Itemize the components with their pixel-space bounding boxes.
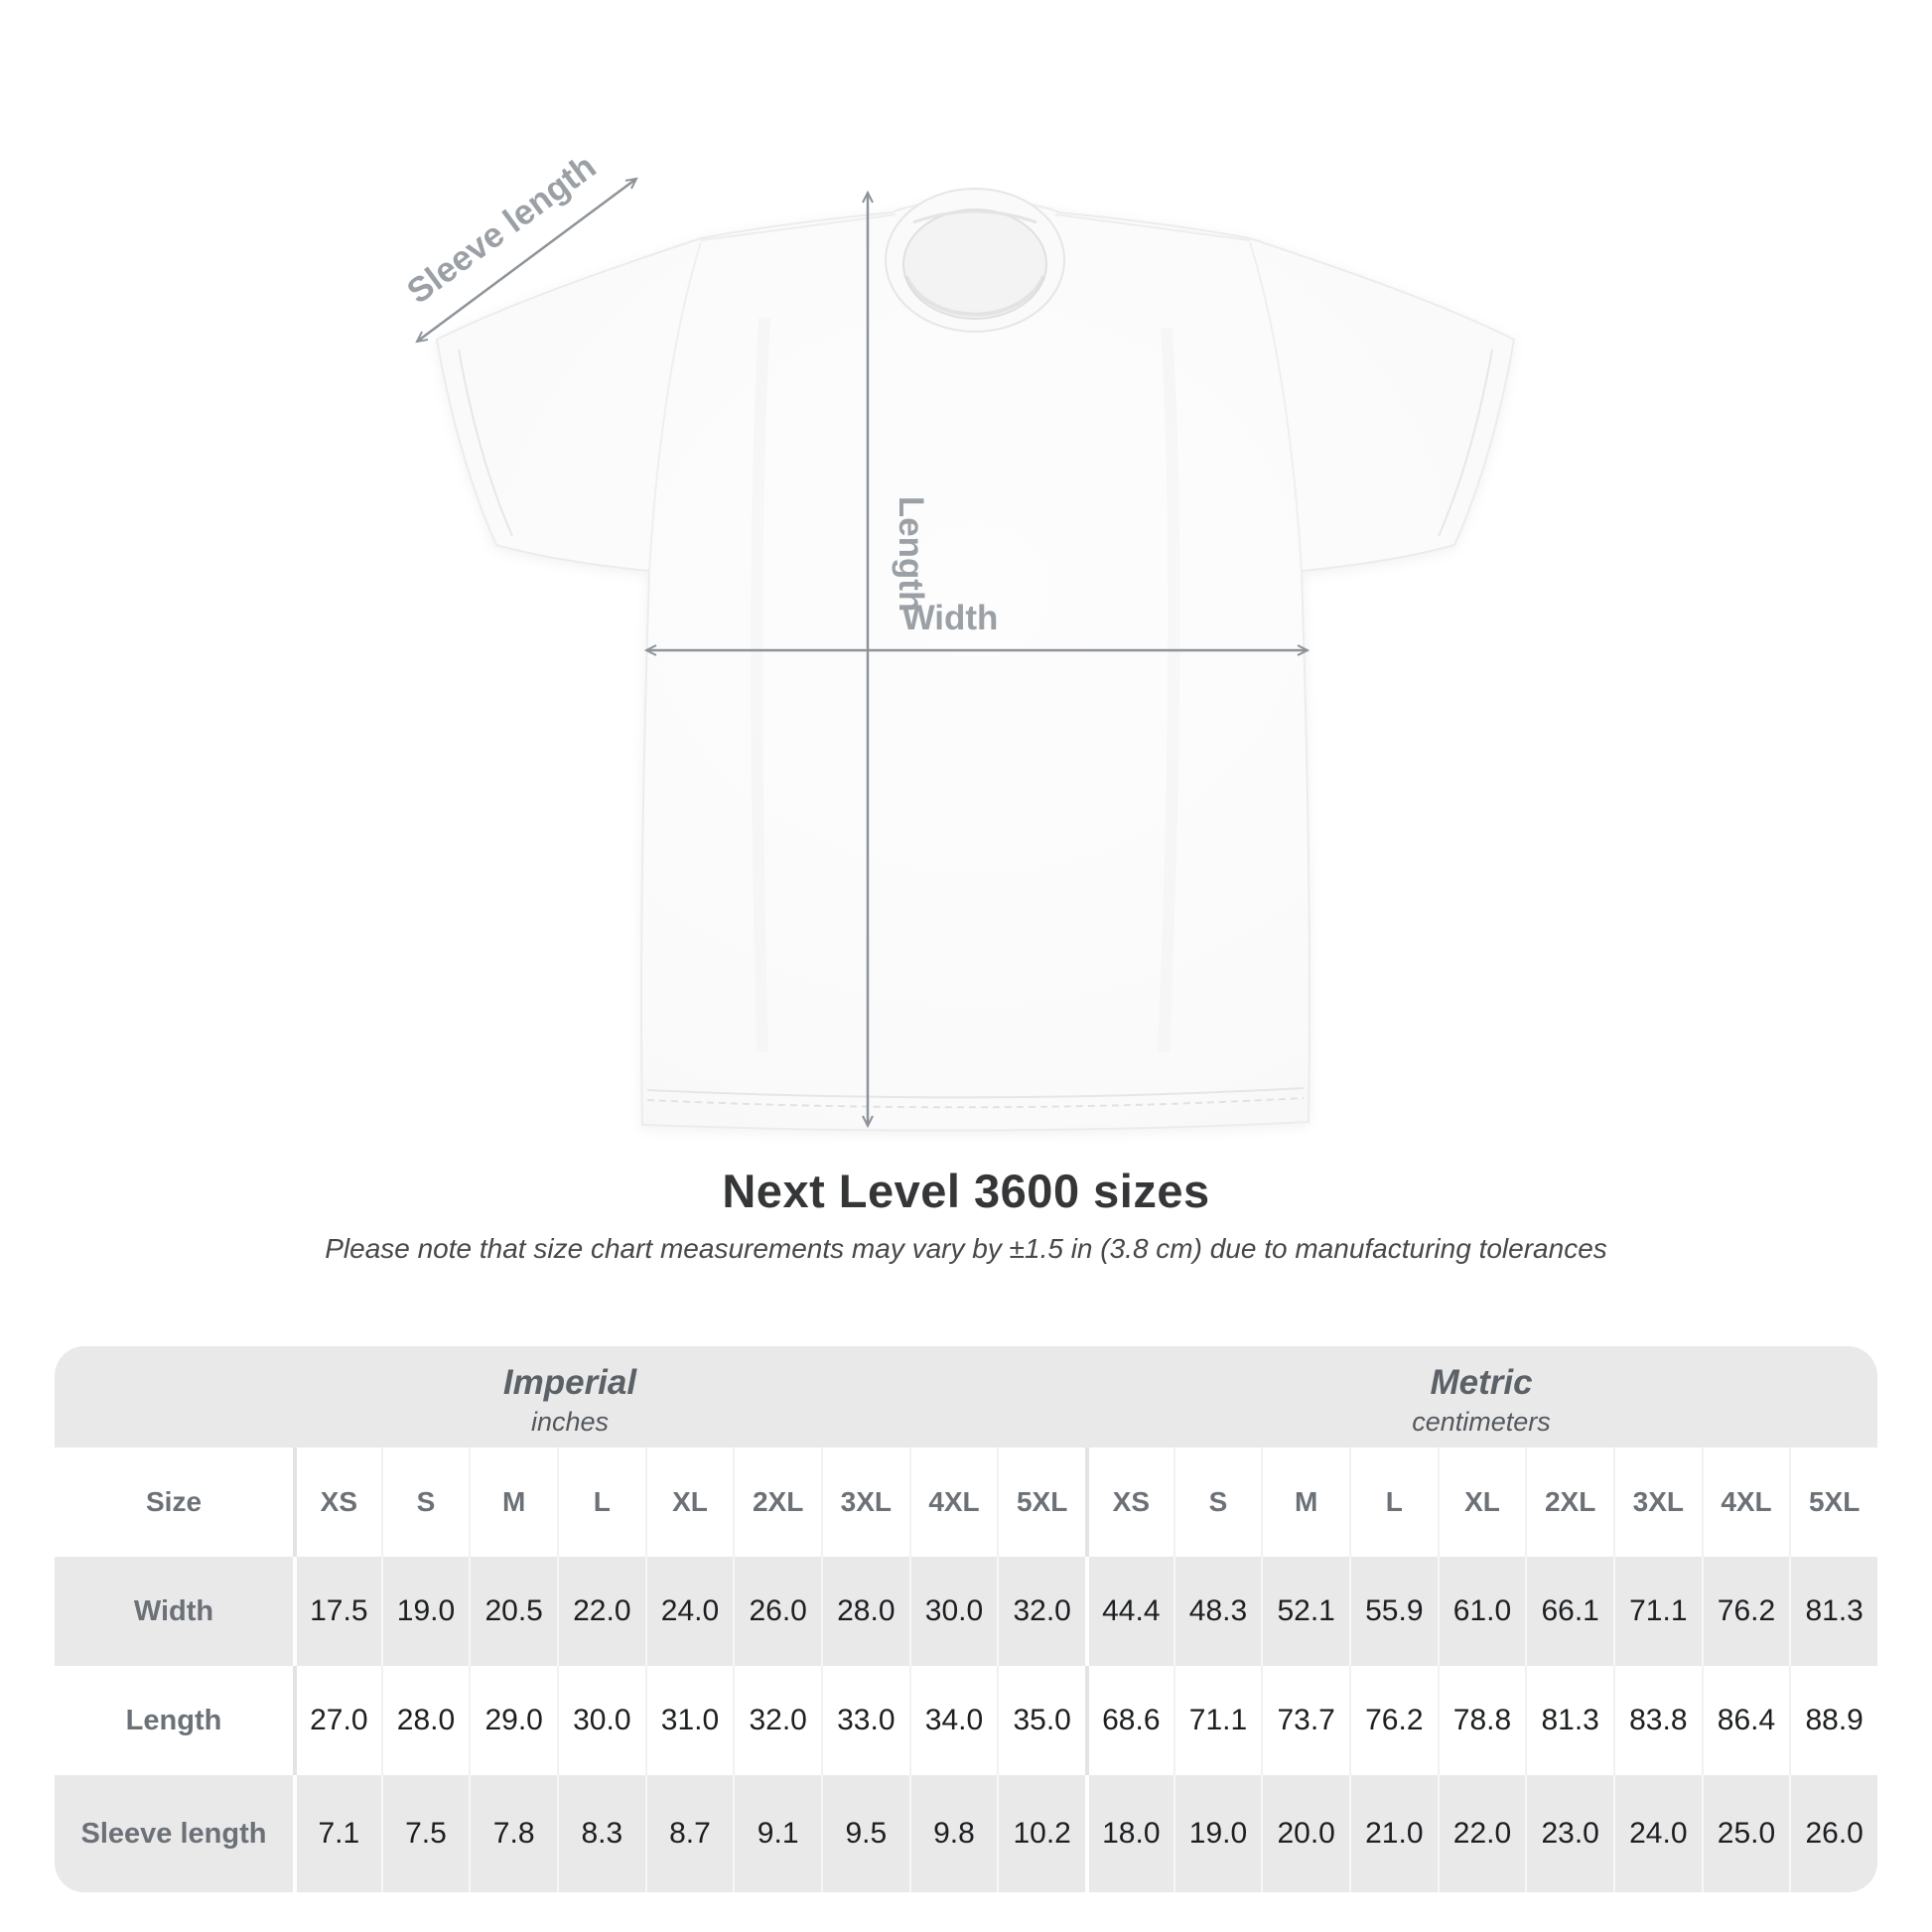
cell-value: 9.8 [909,1775,998,1892]
row-label: Width [133,1594,214,1627]
cell-value: 19.0 [1173,1775,1262,1892]
cell-value: 30.0 [557,1666,645,1775]
size-header: S [1173,1448,1262,1557]
size-column-header: Size [145,1486,203,1517]
cell-value: 23.0 [1525,1775,1613,1892]
imperial-section-header [55,1346,1085,1448]
cell-value: 10.2 [997,1775,1085,1892]
cell-value: 7.1 [293,1775,381,1892]
size-header: XS [293,1448,381,1557]
cell-value: 28.0 [821,1557,909,1666]
cell-value: 18.0 [1085,1775,1173,1892]
size-header: 3XL [821,1448,909,1557]
cell-value: 26.0 [1789,1775,1877,1892]
page-title: Next Level 3600 sizes [722,1165,1210,1217]
cell-value: 28.0 [381,1666,470,1775]
cell-value: 7.8 [469,1775,557,1892]
cell-value: 8.7 [645,1775,734,1892]
size-header: S [381,1448,470,1557]
size-header: 2XL [733,1448,821,1557]
table-row-width [55,1557,1877,1666]
size-table [55,1346,1877,1892]
metric-section-header [1085,1346,1877,1448]
cell-value: 55.9 [1349,1557,1438,1666]
size-header: L [1349,1448,1438,1557]
size-header: 4XL [1702,1448,1790,1557]
size-header: 3XL [1613,1448,1702,1557]
unit-section-band [55,1346,1877,1448]
length-label: Length [892,495,930,613]
cell-value: 29.0 [469,1666,557,1775]
cell-value: 88.9 [1789,1666,1877,1775]
cell-value: 52.1 [1261,1557,1349,1666]
size-header: 5XL [997,1448,1085,1557]
cell-value: 66.1 [1525,1557,1613,1666]
cell-value: 68.6 [1085,1666,1173,1775]
imperial-section-unit: inches [530,1406,610,1437]
cell-value: 8.3 [557,1775,645,1892]
cell-value: 31.0 [645,1666,734,1775]
cell-value: 73.7 [1261,1666,1349,1775]
cell-value: 27.0 [293,1666,381,1775]
cell-value: 26.0 [733,1557,821,1666]
size-header: XS [1085,1448,1173,1557]
table-row-length [55,1666,1877,1775]
cell-value: 81.3 [1525,1666,1613,1775]
size-header: 2XL [1525,1448,1613,1557]
sleeve-length-label: Sleeve length [399,146,604,312]
cell-value: 81.3 [1789,1557,1877,1666]
row-label: Length [125,1704,222,1736]
cell-value: 7.5 [381,1775,470,1892]
table-header-row [55,1448,1877,1557]
size-header: L [557,1448,645,1557]
cell-value: 33.0 [821,1666,909,1775]
cell-value: 20.0 [1261,1775,1349,1892]
imperial-section-title: Imperial [502,1362,637,1402]
cell-value: 76.2 [1702,1557,1790,1666]
cell-value: 61.0 [1438,1557,1526,1666]
cell-value: 32.0 [733,1666,821,1775]
cell-value: 71.1 [1173,1666,1262,1775]
cell-value: 24.0 [645,1557,734,1666]
size-header: M [469,1448,557,1557]
metric-section-unit: centimeters [1412,1406,1551,1437]
cell-value: 30.0 [909,1557,998,1666]
cell-value: 44.4 [1085,1557,1173,1666]
size-header: XL [645,1448,734,1557]
cell-value: 34.0 [909,1666,998,1775]
cell-value: 25.0 [1702,1775,1790,1892]
table-row-sleeve-length [55,1775,1877,1892]
cell-value: 19.0 [381,1557,470,1666]
page-subtitle: Please note that size chart measurements may vary by ±1.5 in (3.8 cm) due to manufacturing tolerances [325,1233,1607,1264]
cell-value: 83.8 [1613,1666,1702,1775]
width-label: Width [901,599,999,637]
row-label: Sleeve length [80,1817,267,1850]
cell-value: 32.0 [997,1557,1085,1666]
cell-value: 24.0 [1613,1775,1702,1892]
size-header: 4XL [909,1448,998,1557]
size-header: 5XL [1789,1448,1877,1557]
cell-value: 78.8 [1438,1666,1526,1775]
cell-value: 35.0 [997,1666,1085,1775]
size-header: M [1261,1448,1349,1557]
cell-value: 9.1 [733,1775,821,1892]
cell-value: 21.0 [1349,1775,1438,1892]
cell-value: 22.0 [557,1557,645,1666]
cell-value: 86.4 [1702,1666,1790,1775]
cell-value: 48.3 [1173,1557,1262,1666]
tshirt-illustration [437,189,1514,1131]
metric-section-title: Metric [1430,1362,1533,1402]
cell-value: 71.1 [1613,1557,1702,1666]
cell-value: 17.5 [293,1557,381,1666]
cell-value: 76.2 [1349,1666,1438,1775]
cell-value: 22.0 [1438,1775,1526,1892]
cell-value: 20.5 [469,1557,557,1666]
cell-value: 9.5 [821,1775,909,1892]
size-header: XL [1438,1448,1526,1557]
